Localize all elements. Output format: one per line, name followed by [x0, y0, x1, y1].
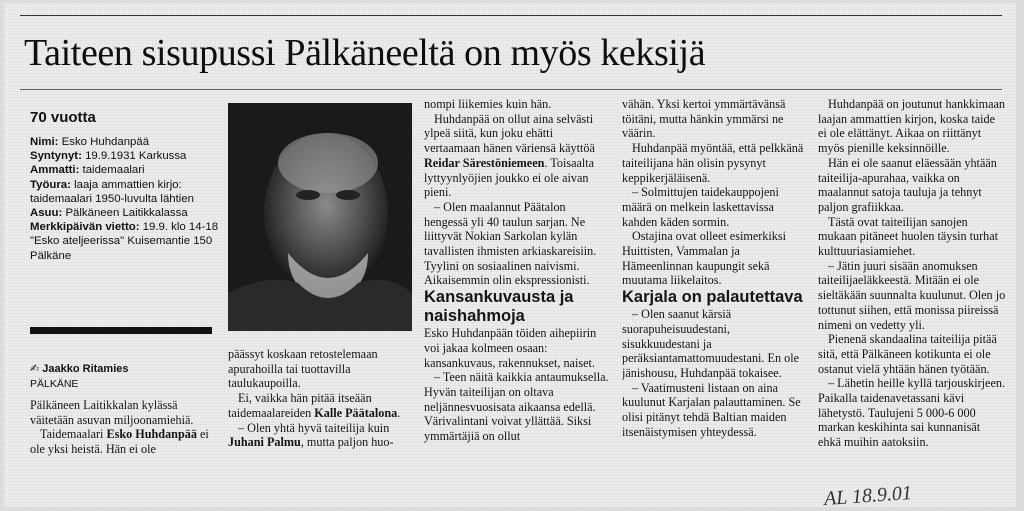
factbox-title: 70 vuotta	[30, 109, 96, 126]
headline-rule	[20, 89, 1002, 90]
subheading: Kansankuvausta ja naishahmoja	[424, 288, 574, 326]
fact-row: Nimi: Esko Huhdanpää	[30, 136, 150, 148]
factbox-bottom-bar	[30, 327, 212, 334]
column-1: Pälkäneen Laitikkalan kylässä väitetään asuvan miljoonamiehiä. Taidemaalari Esko Huhdanpää ei ole yksi heistä. Hän ei ole	[30, 398, 209, 457]
subheading: Karjala on palautettava	[622, 288, 803, 307]
handwritten-signature: AL 18.9.01	[823, 481, 913, 511]
fact-row: Työura: laaja ammattien kirjo: taidemaalari 1950-luvulta lähtien	[30, 178, 195, 205]
fact-row: Syntynyt: 19.9.1931 Karkussa	[30, 150, 187, 163]
portrait-image	[228, 103, 412, 331]
portrait-photo	[228, 103, 412, 331]
column-4: vähän. Yksi kertoi ymmärtävänsä töitäni, mutta hänkin ymmärsi ne väärin. Huhdanpää myöntää, että pelkkänä taiteilijana hän olisin pysynyt keppikerjäläisenä. – Solmittujen taidekauppojeni määrä on melkein laskettavissa kahden käden sormin. Ostajina ovat olleet esimerkiksi Huittisten, Vammalan ja Hämeenlinnan kaupungit sekä muutama liikelaitos. Karjala on palautettava – Olen saanut kärsiä suorapuheisuudestani, sisukkuudestani ja peräksiantamattomuudestani. En ole jänishousu, Huhdanpää tokaisee. – Vaatimusteni listaan on aina kuulunut Karjalan palauttaminen. Se olisi pitänyt tehdä Baltian maiden itsenäistymisen yhteydessä.	[622, 97, 808, 477]
column-2: päässyt koskaan retostelemaan apurahoilla tai tuottavilla taulukaupoilla. Ei, vaikka hän pitää itseään taidemaalareiden Kalle Päätalona. – Olen yhtä hyvä taiteilija kuin Juhani Palmu, mutta paljon huo-	[228, 347, 401, 450]
fact-row: Asuu: Pälkäneen Laitikkalassa	[30, 207, 188, 220]
newspaper-clipping	[4, 3, 1016, 511]
top-rule	[20, 15, 1002, 16]
column-5: Huhdanpää on joutunut hankkimaan laajan ammattien kirjon, koska taide ei ole elättänyt. Aikaa on riittänyt myös pienille keksinnöille. Hän ei ole saanut eläessään yhtään taiteilija-apurahaa, vaikka on maalannut satoja tauluja ja tehnyt paljon grafiikkaa. Tästä ovat taiteilijan sanojen mukaan pitäneet huolen täysin turhat kulttuuriasiamiehet. – Jätin juuri sisään anomuksen taiteilijaeläkkeestä. Mitään ei ole sieltäkään suunnalta kuulunut. Olen jo tottunut siihen, että monissa piireissä nimeni on vedetty yli. Pienenä skandaalina taiteilija pitää sitä, että Pälkäneen kotikunta ei ole ostanut vielä yhtään hänen työtään. – Lähetin heille kyllä tarjouskirjeen. Paikalla taidenavetassani kävi lähetystö. Taulujeni 5 000-6 000 markan keskihinta sai kunnanisät ehkä muihin aatoksiin.	[818, 97, 1006, 450]
factbox	[30, 135, 220, 263]
fact-row: Merkkipäivän vietto: 19.9. klo 14-18 "Esko ateljeerissa" Kuisemantie 150 Pälkäne	[30, 221, 219, 262]
fact-row: Ammatti: taidemaalari	[30, 164, 145, 177]
headline: Taiteen sisupussi Pälkäneeltä on myös keksijä	[24, 32, 706, 74]
column-3: nompi liikemies kuin hän. Huhdanpää on ollut aina selvästi ylpeä siitä, kun joku ehätti vertaamaan hänen väriensä käyttöä Reidar Särestöniemeen. Toisaalta lyttyynlyöjien joukko ei ole aivan pieni. – Olen maalannut Päätalon hengessä yli 40 taulun sarjan. Ne liittyvät Nokian Sarkolan kylän tavallisten ihmisten arkiaskareisiin. Tyylini on sosiaalinen naivismi. Aikaisemmin olin ekspressionisti. Kansankuvausta ja naishahmoja Esko Huhdanpään töiden aihepiirin voi jakaa kolmeen osaan: kansankuvaus, rakennukset, naiset. – Teen näitä kaikkia antaumuksella. Hyvän taiteilijan on oltava neljännesvuosisata aikaansa edellä. Värivalintani voivat yllättää. Siksi ymmärtäjiä on ollut	[424, 97, 612, 477]
dateline-place: PÄLKÄNE	[30, 378, 79, 390]
byline: ✍ Jaakko Ritamies	[30, 363, 129, 375]
pen-icon: ✍	[30, 363, 43, 375]
